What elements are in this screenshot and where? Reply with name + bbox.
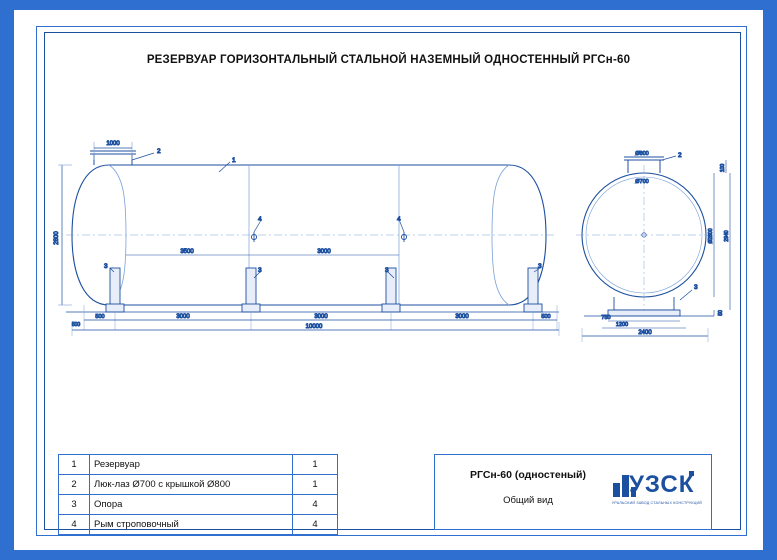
logo-tagline: УРАЛЬСКИЙ ЗАВОД СТАЛЬНЫХ КОНСТРУКЦИЙ (611, 501, 703, 505)
dim-top-chain-1: 3500 (180, 249, 194, 255)
callout-4b: 4 (397, 216, 401, 223)
title-block (434, 454, 712, 530)
company-logo (609, 461, 705, 521)
dim-manhole-width: 1000 (106, 141, 120, 147)
callout-3d: 3 (104, 263, 108, 270)
dim-support-base: 1200 (615, 322, 629, 328)
specification-table (58, 454, 338, 535)
callout-3-end: 3 (694, 284, 698, 291)
table-row (59, 495, 338, 515)
specification-rows (59, 455, 338, 535)
row-name: Рым стропoвочный (90, 515, 293, 535)
callout-2-side: 2 (157, 148, 161, 155)
dim-bottom-3: 3000 (314, 314, 328, 320)
dim-overall-length: 10000 (305, 324, 323, 330)
page-title: РЕЗЕРВУАР ГОРИЗОНТАЛЬНЫЙ СТАЛЬНОЙ НАЗЕМНЫЙ ОДНОСТЕННЫЙ РГСн-60 (146, 54, 631, 66)
table-row (59, 455, 338, 475)
dim-overall-width: 2400 (638, 330, 652, 336)
drawing-subtitle: Общий вид (503, 495, 553, 506)
callout-4a: 4 (258, 216, 262, 223)
row-number: 2 (59, 475, 90, 495)
product-name: РГСн-60 (одностеный) (470, 469, 586, 481)
dim-cover-dia: Ø800 (635, 151, 649, 157)
table-row (59, 515, 338, 535)
dim-bottom-1: 500 (95, 314, 105, 320)
callout-1-side: 1 (232, 157, 236, 164)
logo-wordmark: УЗСК (629, 471, 695, 498)
dim-bottom-5: 500 (541, 314, 551, 320)
row-qty: 1 (293, 455, 338, 475)
dim-foot-left: 500 (71, 322, 81, 328)
row-number: 4 (59, 515, 90, 535)
callout-3a: 3 (258, 267, 262, 274)
callout-2-end: 2 (678, 152, 682, 159)
dim-bottom-4: 3000 (455, 314, 469, 320)
dim-base-height: 50 (718, 310, 724, 316)
row-qty: 4 (293, 495, 338, 515)
row-number: 3 (59, 495, 90, 515)
dim-bottom-2: 3000 (176, 314, 190, 320)
dim-nozzle-height: 100 (720, 163, 726, 173)
table-row (59, 475, 338, 495)
dim-top-chain-2: 3000 (317, 249, 331, 255)
dim-manhole-dia: Ø700 (635, 179, 649, 185)
dim-tank-dia: Ø2800 (708, 228, 714, 244)
row-qty: 1 (293, 475, 338, 495)
row-qty: 4 (293, 515, 338, 535)
row-name: Резервуар (90, 455, 293, 475)
drawing-sheet (14, 10, 763, 550)
dim-support-width: 750 (601, 315, 611, 321)
dim-total-height: 2940 (724, 230, 730, 242)
dim-height: 2800 (54, 231, 60, 245)
row-name: Опора (90, 495, 293, 515)
row-name: Люк-лаз Ø700 с крышкой Ø800 (90, 475, 293, 495)
callout-3c: 3 (538, 263, 542, 270)
callout-3b: 3 (385, 267, 389, 274)
row-number: 1 (59, 455, 90, 475)
